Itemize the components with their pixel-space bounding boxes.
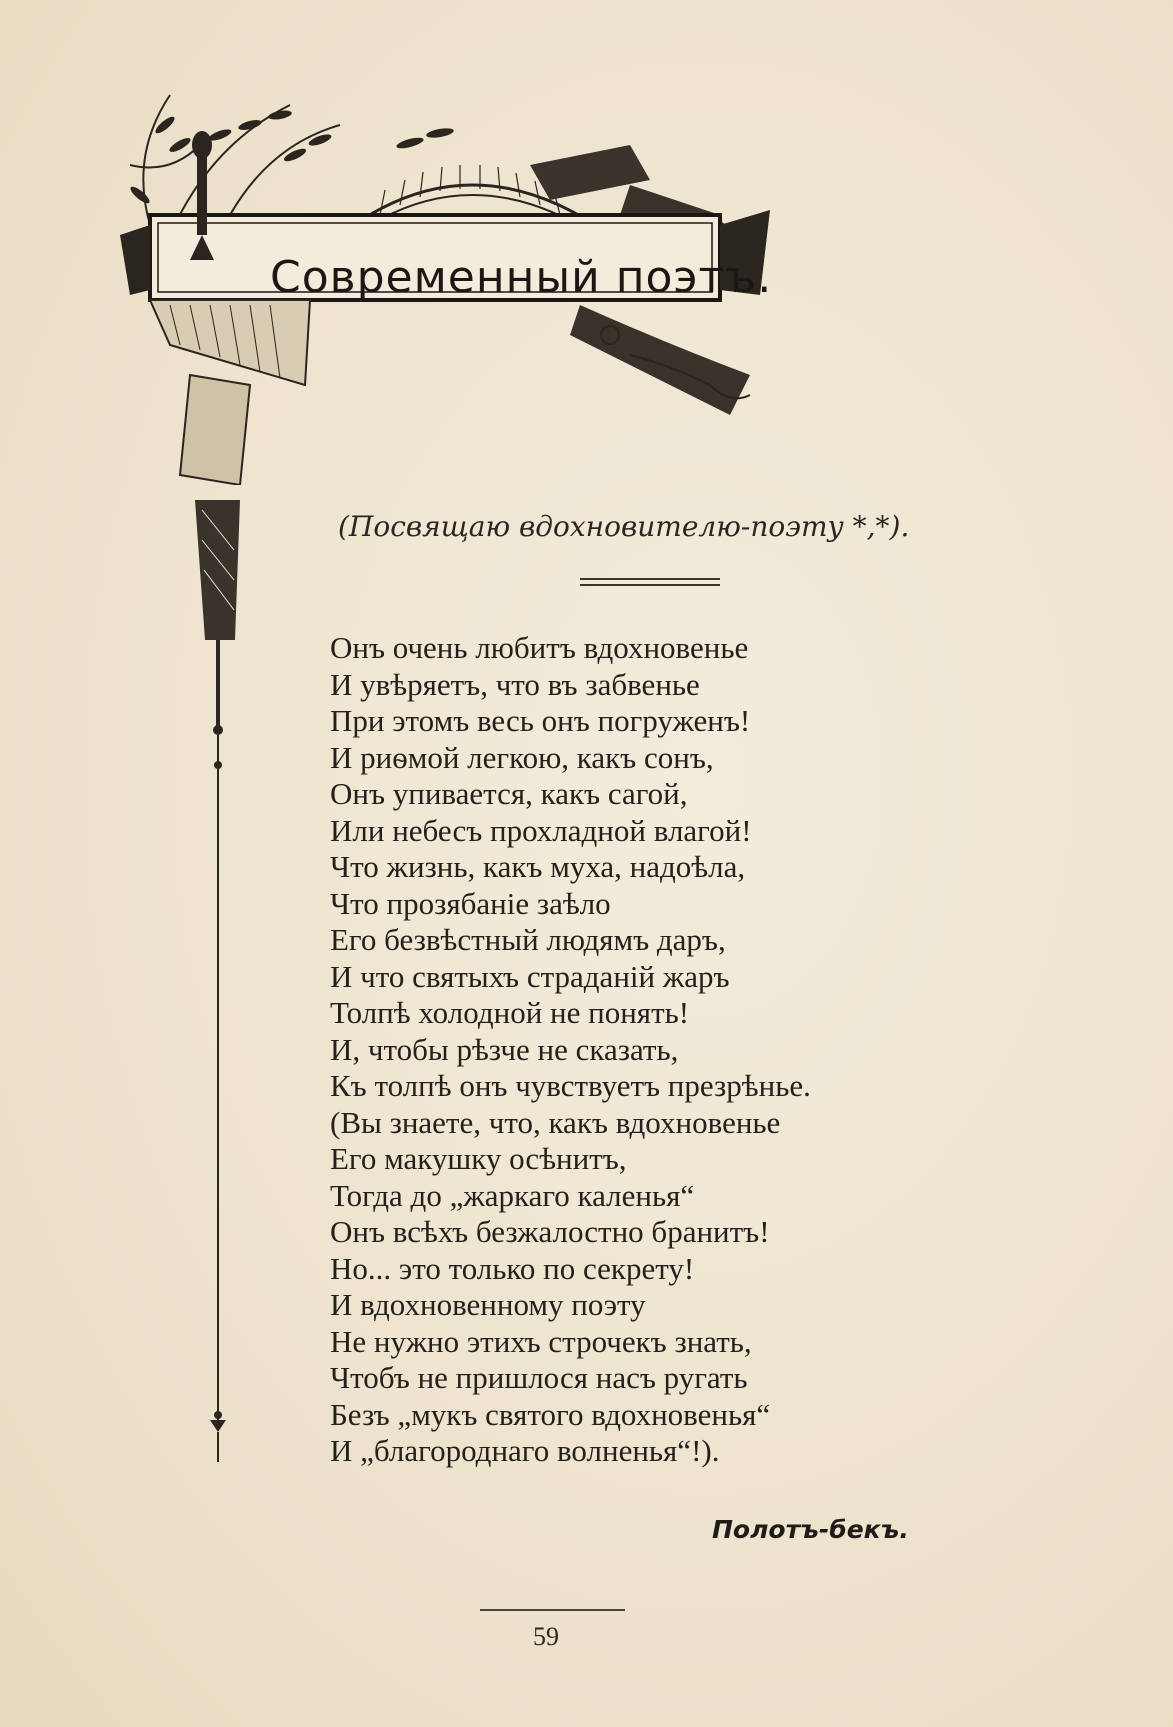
poem-line: Онъ всѣхъ безжалостно бранитъ! — [330, 1214, 770, 1249]
decorative-pole — [190, 120, 250, 1530]
page-number: 59 — [533, 1622, 559, 1651]
poem-line: И риѳмой легкою, какъ сонъ, — [330, 739, 714, 775]
poem-line: Безъ „мукъ святого вдохновенья“ — [330, 1396, 771, 1432]
poem-line: И вдохновенному поэту — [330, 1287, 646, 1322]
page-title: Современный поэтъ. — [270, 252, 773, 303]
poem-line: (Вы знаете, что, какъ вдохновенье — [330, 1104, 781, 1140]
poem-line: Что прозябаніе заѣло — [330, 885, 611, 921]
poem-line: Не нужно этихъ строчекъ знать, — [330, 1323, 752, 1359]
poem-line: Толпѣ холодной не понять! — [330, 995, 690, 1030]
poem — [330, 630, 1010, 1470]
poem-line: Его безвѣстный людямъ даръ, — [330, 922, 726, 957]
show-through-texture — [830, 440, 841, 491]
poem-line: Но... это только по секрету! — [330, 1250, 695, 1286]
poem-line: Тогда до „жаркаго каленья“ — [330, 1177, 695, 1213]
double-rule-divider — [580, 578, 720, 590]
footer-rule — [480, 1609, 625, 1611]
poem-line: И „благороднаго волненья“!). — [330, 1433, 720, 1468]
poem-line: Онъ упивается, какъ сагой, — [330, 776, 688, 811]
dedication: (Посвящаю вдохновителю-поэту *,*). — [338, 510, 910, 543]
poem-line: Его макушку осѣнитъ, — [330, 1141, 627, 1176]
author-signature: Полотъ-бекъ. — [712, 1515, 909, 1544]
poem-line: Къ толпѣ онъ чувствуетъ презрѣнье. — [330, 1068, 811, 1103]
poem-line: При этомъ весь онъ погруженъ! — [330, 703, 751, 738]
poem-line: И, чтобы рѣзче не сказать, — [330, 1031, 679, 1067]
poem-line: Что жизнь, какъ муха, надоѣла, — [330, 849, 746, 884]
poem-line: Или небесъ прохладной влагой! — [330, 812, 752, 848]
poem-line: Чтобъ не пришлося насъ ругать — [330, 1360, 748, 1395]
poem-line: И что святыхъ страданій жаръ — [330, 958, 730, 994]
poem-line: Онъ очень любитъ вдохновенье — [330, 630, 749, 665]
poem-line: И увѣряетъ, что въ забвенье — [330, 666, 700, 702]
